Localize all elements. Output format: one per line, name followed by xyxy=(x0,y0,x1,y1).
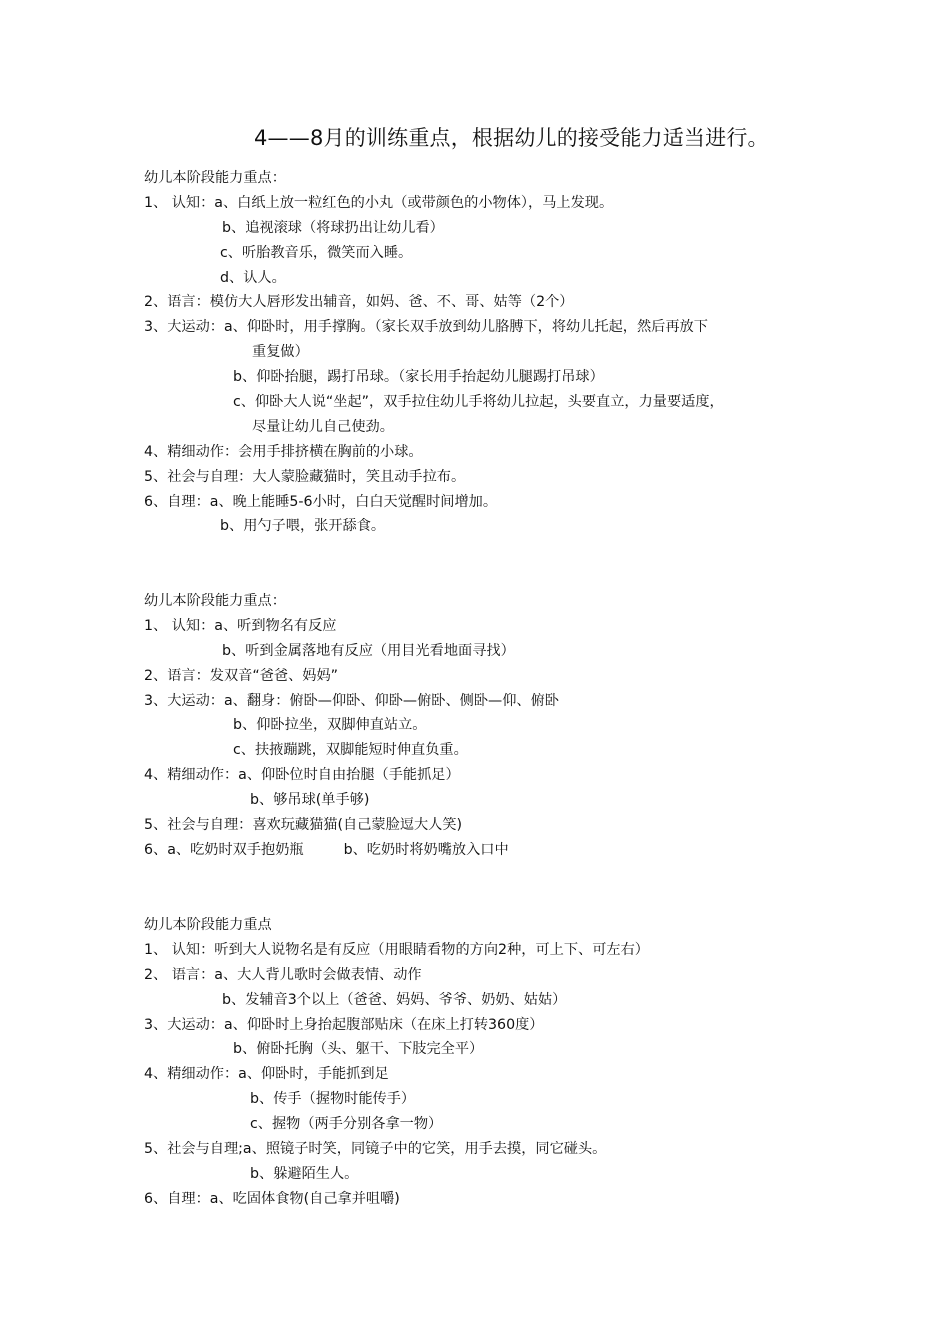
list-item: b、够吊球(单手够) xyxy=(250,792,370,809)
list-item: 2、 语言：a、大人背儿歌时会做表情、动作 xyxy=(144,966,422,983)
list-item: 3、大运动：a、仰卧时上身抬起腹部贴床（在床上打转360度） xyxy=(144,1016,544,1033)
list-item: 5、社会与自理：大人蒙脸藏猫时，笑且动手拉布。 xyxy=(144,468,466,485)
list-item: b、躲避陌生人。 xyxy=(250,1165,359,1182)
list-item: b、俯卧托胸（头、躯干、下肢完全平） xyxy=(233,1041,484,1058)
list-item: b、用勺子喂，张开舔食。 xyxy=(220,518,386,535)
list-item: d、认人。 xyxy=(220,269,286,286)
list-item-part-a: 6、a、吃奶时双手抱奶瓶 xyxy=(144,841,304,858)
section-heading: 幼儿本阶段能力重点： xyxy=(144,593,286,609)
list-item: b、仰卧拉坐，双脚伸直站立。 xyxy=(233,717,427,734)
section-3 xyxy=(144,913,844,1212)
section-1 xyxy=(144,166,844,539)
list-item: 4、精细动作：a、仰卧位时自由抬腿（手能抓足） xyxy=(144,767,460,784)
list-item: 尽量让幼儿自己使劲。 xyxy=(252,418,394,435)
section-heading: 幼儿本阶段能力重点 xyxy=(144,917,272,933)
list-item: 2、语言：模仿大人唇形发出辅音，如妈、爸、不、哥、姑等（2个） xyxy=(144,294,574,311)
list-item: c、握物（两手分别各拿一物） xyxy=(250,1116,443,1133)
list-item-part-b: b、吃奶时将奶嘴放入口中 xyxy=(343,841,509,858)
list-item: 4、精细动作：会用手排挤横在胸前的小球。 xyxy=(144,443,423,460)
list-item: 1、 认知：a、听到物名有反应 xyxy=(144,617,337,634)
list-item: b、传手（握物时能传手） xyxy=(250,1091,416,1108)
list-item: 3、大运动：a、仰卧时，用手撑胸。（家长双手放到幼儿胳膊下，将幼儿托起，然后再放下 xyxy=(144,319,708,336)
list-item: 6、自理：a、晚上能睡5-6小时，白白天觉醒时间增加。 xyxy=(144,493,498,510)
list-item: 重复做） xyxy=(252,344,309,361)
list-item: c、听胎教音乐，微笑而入睡。 xyxy=(220,244,413,261)
document-title: 4——8月的训练重点，根据幼儿的接受能力适当进行。 xyxy=(254,126,769,150)
list-item: b、听到金属落地有反应（用目光看地面寻找） xyxy=(222,642,515,659)
list-item: 3、大运动：a、翻身：俯卧—仰卧、仰卧—俯卧、侧卧—仰、俯卧 xyxy=(144,692,559,709)
list-item xyxy=(144,838,844,863)
section-heading: 幼儿本阶段能力重点： xyxy=(144,170,286,186)
list-item: c、扶掖蹦跳，双脚能短时伸直负重。 xyxy=(233,742,468,759)
list-item: 2、语言：发双音“爸爸、妈妈” xyxy=(144,667,338,684)
list-item: 1、 认知：听到大人说物名是有反应（用眼睛看物的方向2种，可上下、可左右） xyxy=(144,941,649,958)
list-item: 6、自理：a、吃固体食物(自己拿并咀嚼) xyxy=(144,1190,400,1207)
list-item: b、追视滚球（将球扔出让幼儿看） xyxy=(222,219,444,236)
list-item: 5、社会与自理：喜欢玩藏猫猫(自己蒙脸逗大人笑) xyxy=(144,817,463,834)
list-item: 4、精细动作：a、仰卧时，手能抓到足 xyxy=(144,1066,389,1083)
list-item: b、仰卧抬腿，踢打吊球。（家长用手抬起幼儿腿踢打吊球） xyxy=(233,369,604,386)
list-item: b、发辅音3个以上（爸爸、妈妈、爷爷、奶奶、姑姑） xyxy=(222,991,567,1008)
section-2 xyxy=(144,589,844,863)
list-item: 5、社会与自理;a、照镜子时笑，同镜子中的它笑，用手去摸，同它碰头。 xyxy=(144,1141,607,1158)
list-item: 1、 认知：a、白纸上放一粒红色的小丸（或带颜色的小物体），马上发现。 xyxy=(144,194,614,211)
list-item: c、仰卧大人说“坐起”，双手拉住幼儿手将幼儿拉起，头要直立，力量要适度， xyxy=(233,394,724,411)
